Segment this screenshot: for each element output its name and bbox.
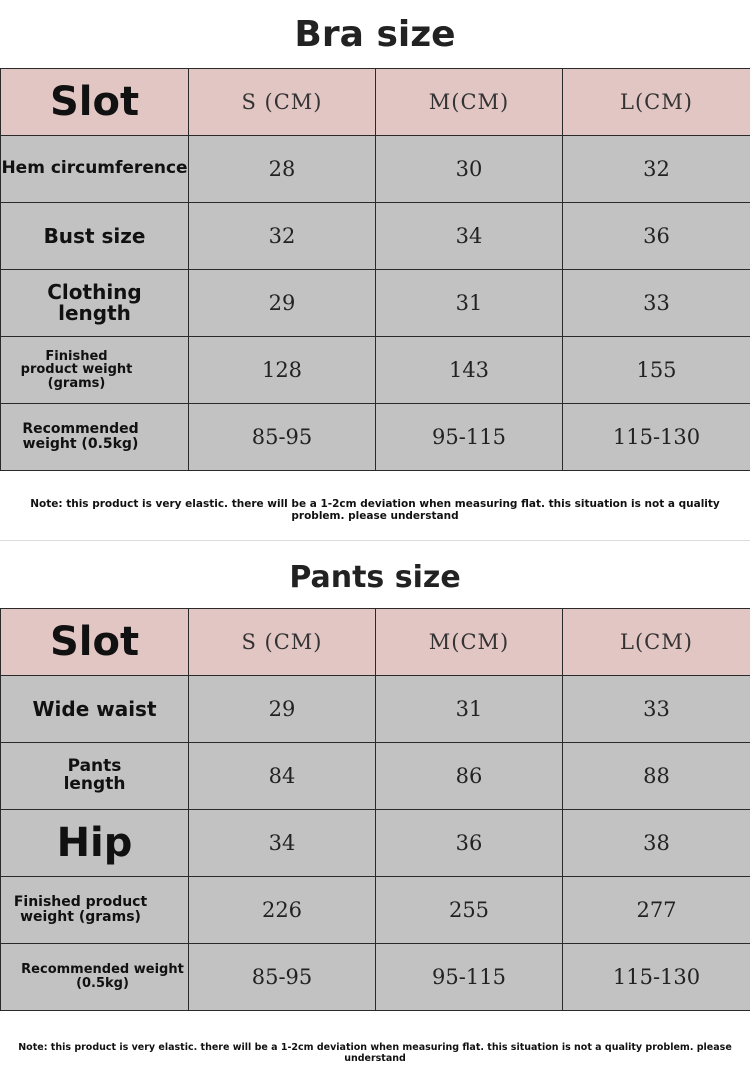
cell-value: 95-115 xyxy=(376,944,563,1011)
cell-value: 32 xyxy=(189,203,376,270)
cell-value: 88 xyxy=(563,743,750,810)
table-row xyxy=(1,810,750,877)
bra-col-s: S (CM) xyxy=(189,69,376,136)
row-label-finished-weight: Finished product weight (grams) xyxy=(1,337,189,404)
cell-value: 31 xyxy=(376,270,563,337)
row-label-pants-length: Pants length xyxy=(1,743,189,810)
row-label-recommended-weight: Recommended weight (0.5kg) xyxy=(1,944,189,1011)
cell-value: 115-130 xyxy=(563,404,750,471)
table-row xyxy=(1,337,750,404)
pants-col-s: S (CM) xyxy=(189,609,376,676)
table-row xyxy=(1,136,750,203)
bra-slot-header: Slot xyxy=(1,69,189,136)
table-row xyxy=(1,203,750,270)
pants-slot-header: Slot xyxy=(1,609,189,676)
row-label-clothing-length: Clothing length xyxy=(1,270,189,337)
section-divider xyxy=(0,540,750,541)
cell-value: 31 xyxy=(376,676,563,743)
table-row xyxy=(1,877,750,944)
cell-value: 33 xyxy=(563,270,750,337)
bra-col-m: M(CM) xyxy=(376,69,563,136)
cell-value: 115-130 xyxy=(563,944,750,1011)
cell-value: 38 xyxy=(563,810,750,877)
cell-value: 28 xyxy=(189,136,376,203)
row-label-hip: Hip xyxy=(1,810,189,877)
row-label-finished-weight: Finished product weight (grams) xyxy=(1,877,189,944)
cell-value: 143 xyxy=(376,337,563,404)
pants-note: Note: this product is very elastic. there will be a 1-2cm deviation when measuring flat. this situation is not a quality problem. please understand xyxy=(18,1042,732,1064)
cell-value: 85-95 xyxy=(189,404,376,471)
cell-value: 36 xyxy=(376,810,563,877)
pants-col-l: L(CM) xyxy=(563,609,750,676)
cell-value: 34 xyxy=(376,203,563,270)
bra-size-table xyxy=(0,68,750,471)
cell-value: 30 xyxy=(376,136,563,203)
row-label-wide-waist: Wide waist xyxy=(1,676,189,743)
row-label-bust-size: Bust size xyxy=(1,203,189,270)
table-row xyxy=(1,270,750,337)
table-row xyxy=(1,676,750,743)
cell-value: 128 xyxy=(189,337,376,404)
row-label-hem-circumference: Hem circumference xyxy=(1,136,189,203)
cell-value: 277 xyxy=(563,877,750,944)
cell-value: 85-95 xyxy=(189,944,376,1011)
pants-size-title: Pants size xyxy=(289,560,461,595)
cell-value: 29 xyxy=(189,676,376,743)
bra-note: Note: this product is very elastic. there will be a 1-2cm deviation when measuring flat. this situation is not a quality problem. please understand xyxy=(30,498,720,523)
cell-value: 84 xyxy=(189,743,376,810)
row-label-recommended-weight: Recommended weight (0.5kg) xyxy=(1,404,189,471)
cell-value: 32 xyxy=(563,136,750,203)
pants-col-m: M(CM) xyxy=(376,609,563,676)
cell-value: 255 xyxy=(376,877,563,944)
table-row xyxy=(1,944,750,1011)
cell-value: 86 xyxy=(376,743,563,810)
table-row xyxy=(1,743,750,810)
table-row xyxy=(1,404,750,471)
cell-value: 95-115 xyxy=(376,404,563,471)
bra-col-l: L(CM) xyxy=(563,69,750,136)
cell-value: 155 xyxy=(563,337,750,404)
bra-size-title: Bra size xyxy=(294,14,456,55)
cell-value: 33 xyxy=(563,676,750,743)
cell-value: 29 xyxy=(189,270,376,337)
pants-size-table xyxy=(0,608,750,1011)
pants-header-row xyxy=(1,609,750,676)
cell-value: 34 xyxy=(189,810,376,877)
cell-value: 36 xyxy=(563,203,750,270)
bra-header-row xyxy=(1,69,750,136)
cell-value: 226 xyxy=(189,877,376,944)
